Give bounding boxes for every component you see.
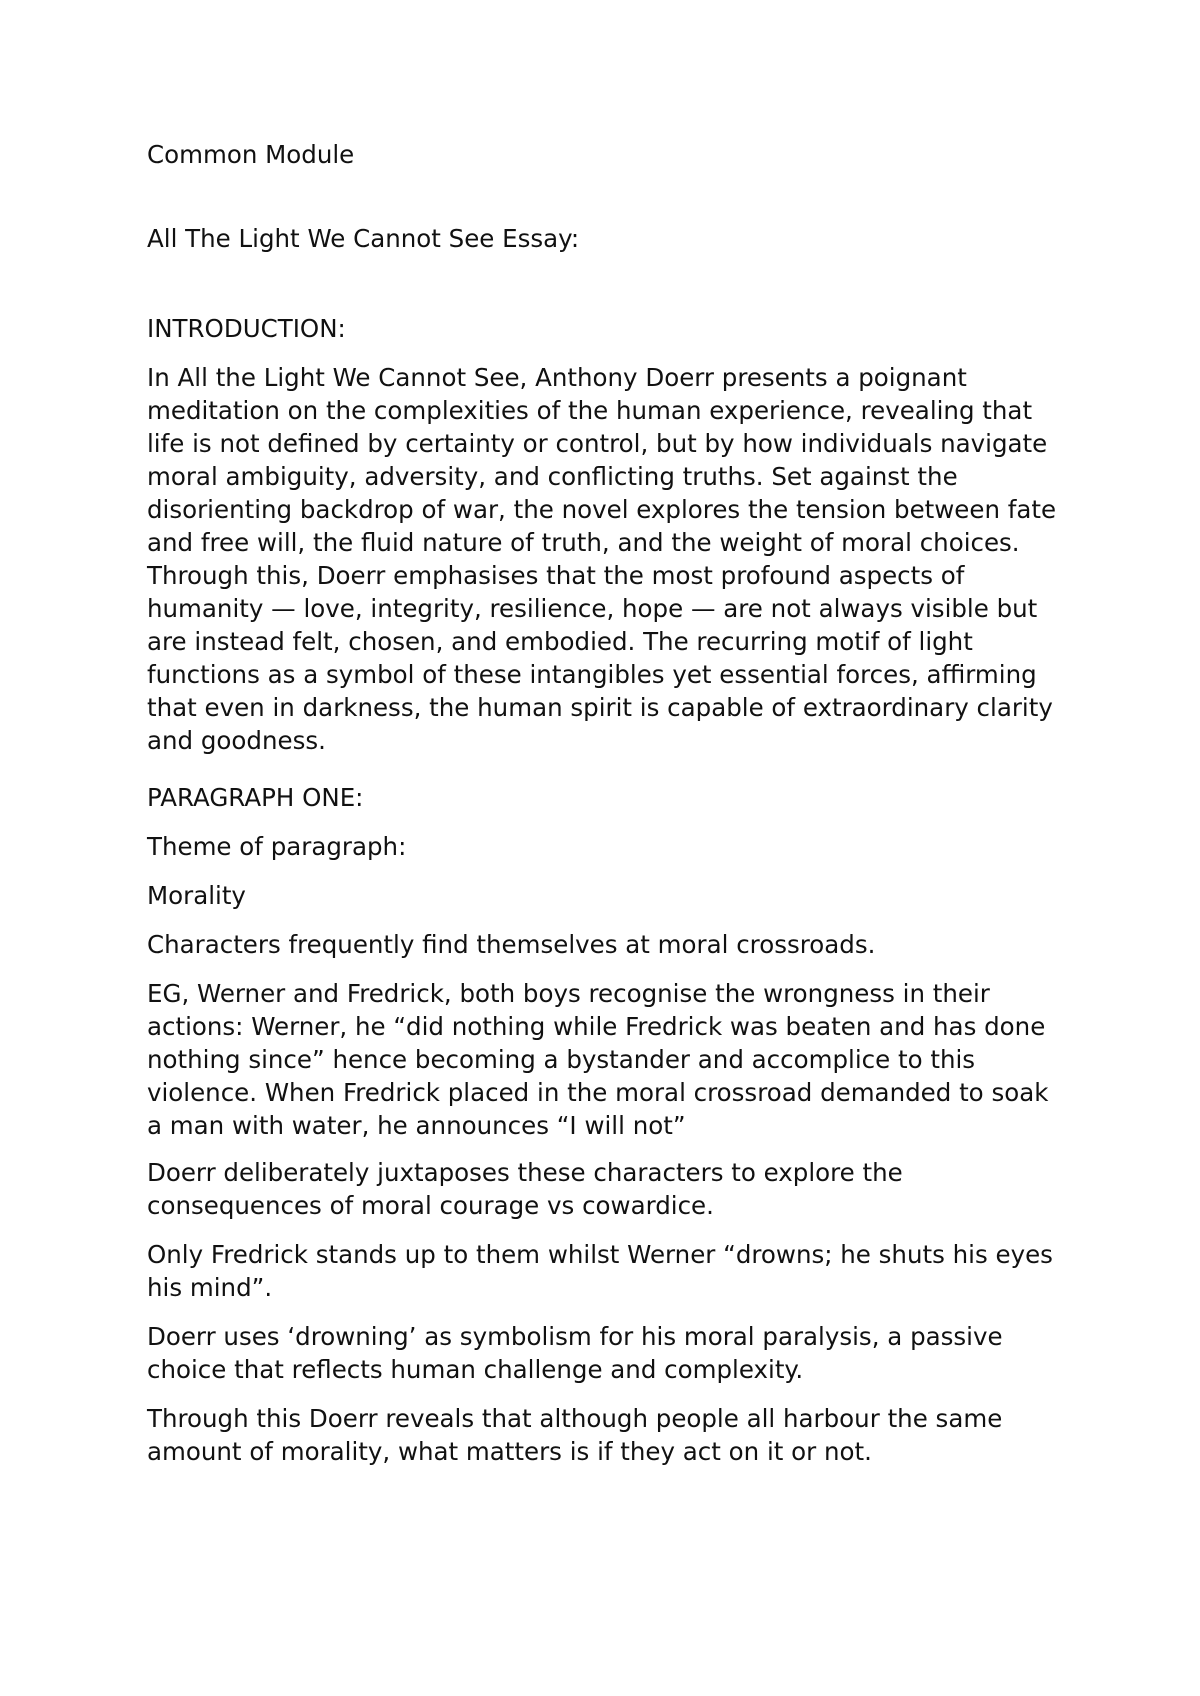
- analysis-paragraph-two: Only Fredrick stands up to them whilst Werner “drowns; he shuts his eyes his mind”.: [147, 1240, 1053, 1302]
- module-title: Common Module: [147, 140, 355, 169]
- introduction-heading: INTRODUCTION:: [147, 314, 346, 343]
- point-statement: Characters frequently find themselves at moral crossroads.: [147, 930, 876, 959]
- theme-label: Theme of paragraph:: [147, 832, 407, 861]
- conclusion-paragraph: Through this Doerr reveals that although people all harbour the same amount of morality, what matters is if they act on it or not.: [147, 1404, 1003, 1466]
- theme-value: Morality: [147, 881, 246, 910]
- paragraph-one-heading: PARAGRAPH ONE:: [147, 783, 364, 812]
- essay-title: All The Light We Cannot See Essay:: [147, 224, 580, 253]
- analysis-paragraph-three: Doerr uses ‘drowning’ as symbolism for his moral paralysis, a passive choice that reflects human challenge and complexity.: [147, 1322, 1003, 1384]
- introduction-paragraph: In All the Light We Cannot See, Anthony Doerr presents a poignant meditation on the complexities of the human experience, revealing that life is not defined by certainty or control, but by how individuals navigate moral ambiguity, adversity, and conflicting truths. Set against the disorienting backdrop of war, the novel explores the tension between fate and free will, the fluid nature of truth, and the weight of moral choices. Through this, Doerr emphasises that the most profound aspects of humanity — love, integrity, resilience, hope — are not always visible but are instead felt, chosen, and embodied. The recurring motif of light functions as a symbol of these intangibles yet essential forces, affirming that even in darkness, the human spirit is capable of extraordinary clarity and goodness.: [147, 363, 1057, 755]
- analysis-paragraph-one: Doerr deliberately juxtaposes these characters to explore the consequences of moral courage vs cowardice.: [147, 1158, 903, 1220]
- example-paragraph: EG, Werner and Fredrick, both boys recognise the wrongness in their actions: Werner, he “did nothing while Fredrick was beaten and has done nothing since” hence becoming a bystander and accomplice to this violence. When Fredrick placed in the moral crossroad demanded to soak a man with water, he announces “I will not”: [147, 979, 1049, 1140]
